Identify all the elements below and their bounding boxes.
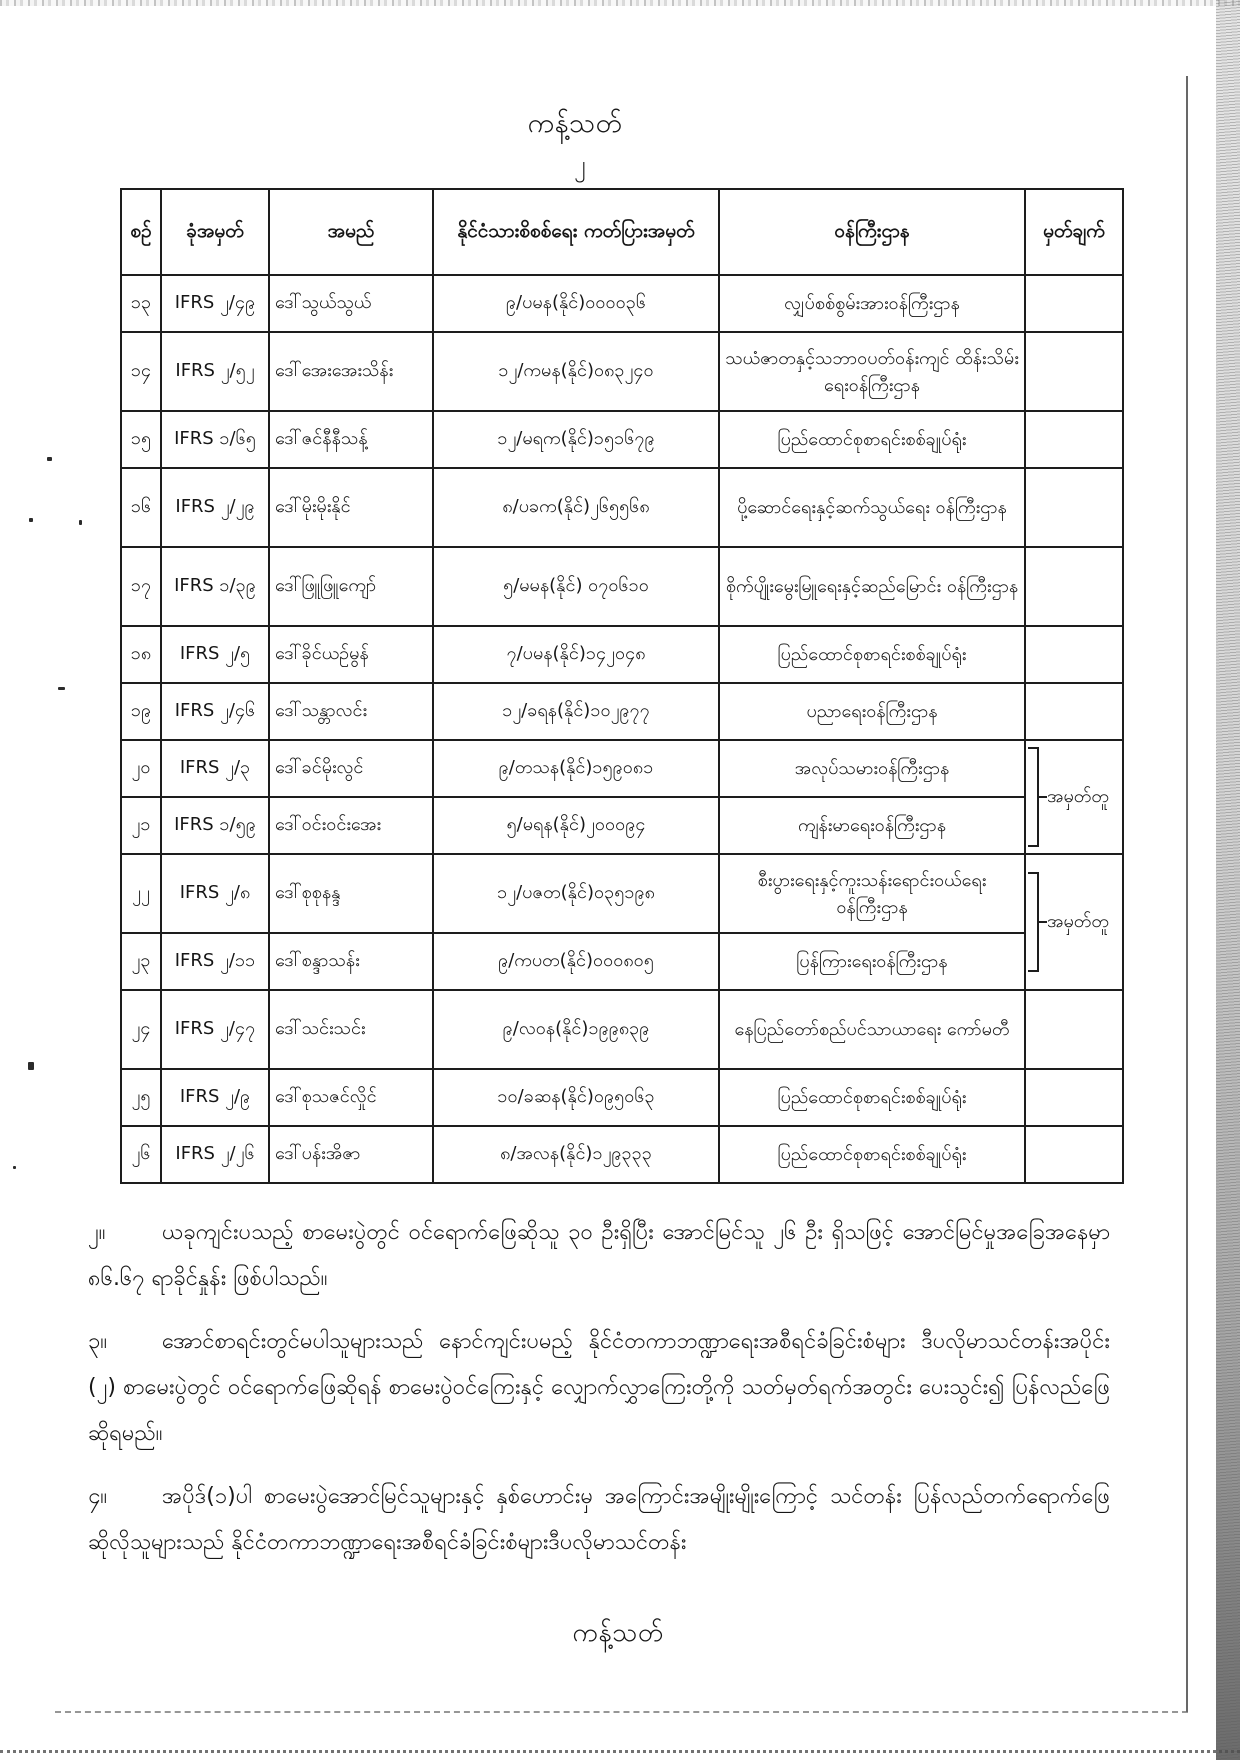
ministry-cell: ပြန်ကြားရေးဝန်ကြီးဌာန xyxy=(719,933,1025,990)
nrc-cell: ၉/ကပတ(နိုင်)၀၀၀၈၀၅ xyxy=(433,933,719,990)
table-row xyxy=(121,854,1123,933)
page-number: ၂ xyxy=(574,152,586,178)
scan-speck xyxy=(79,520,82,525)
pair-dash xyxy=(1039,796,1047,798)
table-row xyxy=(121,1126,1123,1183)
remark-cell xyxy=(1025,1126,1123,1183)
pair-bracket-icon xyxy=(1028,872,1039,972)
exam-results-table xyxy=(120,188,1124,1184)
ministry-cell: ပို့ဆောင်ရေးနှင့်ဆက်သွယ်ရေး ဝန်ကြီးဌာန xyxy=(719,468,1025,547)
remark-cell xyxy=(1025,547,1123,626)
table-row xyxy=(121,797,1123,854)
paragraph-text: ယခုကျင်းပသည့် စာမေးပွဲတွင် ဝင်ရောက်ဖြေဆိုသူ ၃၀ ဦးရှိပြီး အောင်မြင်သူ ၂၆ ဦး ရှိသဖြင့် အောင်မြင်မှုအခြေအနေမှာ ၈၆.၆၇ ရာခိုင်နှုန်း ဖြစ်ပါသည်။ xyxy=(88,1220,1110,1291)
remark-cell xyxy=(1025,854,1123,990)
scan-edge-right xyxy=(1216,0,1240,1760)
scan-speck xyxy=(58,687,65,690)
remark-cell xyxy=(1025,332,1123,411)
nrc-cell: ၁၂/ပဇတ(နိုင်)၀၃၅၁၉၈ xyxy=(433,854,719,933)
nrc-cell: ၉/ပမန(နိုင်)၀၀၀၀၃၆ xyxy=(433,275,719,332)
name-cell: ဒေါ်ဝင်းဝင်းအေး xyxy=(269,797,433,854)
name-cell: ဒေါ်စန္ဒာသန်း xyxy=(269,933,433,990)
serial-cell: ၂၆ xyxy=(121,1126,161,1183)
scan-speck xyxy=(29,518,33,522)
paragraph-text: အပိုဒ်(၁)ပါ စာမေးပွဲအောင်မြင်သူများနှင့် နှစ်ဟောင်းမှ အကြောင်းအမျိုးမျိုးကြောင့် သင်တန်း ပြန်လည်တက်ရောက်ဖြေဆိုလိုသူများသည် နိုင်ငံတကာဘဏ္ဍာရေးအစီရင်ခံခြင်းစံများဒီပလိုမာသင်တန်း xyxy=(88,1484,1110,1555)
roll-cell: IFRS ၂/၅ xyxy=(161,626,269,683)
ministry-cell: နေပြည်တော်စည်ပင်သာယာရေး ကော်မတီ xyxy=(719,990,1025,1069)
roll-cell: IFRS ၂/၃ xyxy=(161,740,269,797)
remark-cell xyxy=(1025,468,1123,547)
serial-cell: ၂၁ xyxy=(121,797,161,854)
pair-remark-label: အမှတ်တူ xyxy=(1047,910,1109,932)
paragraph-3 xyxy=(88,1319,1110,1457)
name-cell: ဒေါ်စုစုနန္ဒ xyxy=(269,854,433,933)
table-row xyxy=(121,468,1123,547)
name-cell: ဒေါ်မိုးမိုးနိုင် xyxy=(269,468,433,547)
serial-cell: ၁၇ xyxy=(121,547,161,626)
col-header-nrc: နိုင်ငံသားစိစစ်ရေး ကတ်ပြားအမှတ် xyxy=(433,189,719,275)
name-cell: ဒေါ်ပန်းအိဇာ xyxy=(269,1126,433,1183)
nrc-cell: ၈/အလန(နိုင်)၁၂၉၃၃၃ xyxy=(433,1126,719,1183)
name-cell: ဒေါ်သွယ်သွယ် xyxy=(269,275,433,332)
remark-cell xyxy=(1025,1069,1123,1126)
scan-speck xyxy=(13,1166,16,1169)
roll-cell: IFRS ၂/၂၉ xyxy=(161,468,269,547)
ministry-cell: ပြည်ထောင်စုစာရင်းစစ်ချုပ်ရုံး xyxy=(719,411,1025,468)
scan-speck xyxy=(47,457,52,461)
serial-cell: ၂၃ xyxy=(121,933,161,990)
remark-cell xyxy=(1025,626,1123,683)
roll-cell: IFRS ၂/၄၉ xyxy=(161,275,269,332)
ministry-cell: သယံဇာတနှင့်သဘာဝပတ်ဝန်းကျင် ထိန်းသိမ်းရေးဝန်ကြီးဌာန xyxy=(719,332,1025,411)
nrc-cell: ၁၂/ကမန(နိုင်)၀၈၃၂၄၀ xyxy=(433,332,719,411)
table-row xyxy=(121,411,1123,468)
table-row xyxy=(121,626,1123,683)
scan-crease-vertical xyxy=(1186,76,1188,1712)
paragraph-number: ၃။ xyxy=(88,1329,108,1354)
name-cell: ဒေါ်ခိုင်ယဉ်မွန် xyxy=(269,626,433,683)
nrc-cell: ၉/တသန(နိုင်)၁၅၉၀၈၁ xyxy=(433,740,719,797)
paragraph-4 xyxy=(88,1474,1110,1566)
serial-cell: ၁၅ xyxy=(121,411,161,468)
name-cell: ဒေါ်သန္တာလင်း xyxy=(269,683,433,740)
table-header-row xyxy=(121,189,1123,275)
ministry-cell: လျှပ်စစ်စွမ်းအားဝန်ကြီးဌာန xyxy=(719,275,1025,332)
nrc-cell: ၁၂/ခရန(နိုင်)၁၀၂၉၇၇ xyxy=(433,683,719,740)
name-cell: ဒေါ်အေးအေးသိန်း xyxy=(269,332,433,411)
table-row xyxy=(121,547,1123,626)
serial-cell: ၂၅ xyxy=(121,1069,161,1126)
roll-cell: IFRS ၂/၁၁ xyxy=(161,933,269,990)
serial-cell: ၁၃ xyxy=(121,275,161,332)
paragraph-text: အောင်စာရင်းတွင်မပါသူများသည် နောင်ကျင်းပမည့် နိုင်ငံတကာဘဏ္ဍာရေးအစီရင်ခံခြင်းစံများ ဒီပလိုမာသင်တန်းအပိုင်း (၂) စာမေးပွဲတွင် ဝင်ရောက်ဖြေဆိုရန် စာမေးပွဲဝင်ကြေးနှင့် လျှောက်လွှာကြေးတို့ကို သတ်မှတ်ရက်အတွင်း ပေးသွင်း၍ ပြန်လည်ဖြေဆိုရမည်။ xyxy=(88,1329,1110,1446)
ministry-cell: ကျန်းမာရေးဝန်ကြီးဌာန xyxy=(719,797,1025,854)
nrc-cell: ၁၀/ခဆန(နိုင်)၀၉၅၀၆၃ xyxy=(433,1069,719,1126)
remark-cell xyxy=(1025,990,1123,1069)
serial-cell: ၂၄ xyxy=(121,990,161,1069)
col-header-name: အမည် xyxy=(269,189,433,275)
classification-header: ကန့်သတ် xyxy=(527,108,623,139)
name-cell: ဒေါ်သင်းသင်း xyxy=(269,990,433,1069)
same-marks-note xyxy=(1028,747,1120,847)
ministry-cell: ပြည်ထောင်စုစာရင်းစစ်ချုပ်ရုံး xyxy=(719,626,1025,683)
table-row xyxy=(121,1069,1123,1126)
roll-cell: IFRS ၁/၃၉ xyxy=(161,547,269,626)
name-cell: ဒေါ်ခင်မိုးလွင် xyxy=(269,740,433,797)
nrc-cell: ၅/မရန(နိုင်)၂၀၀၀၉၄ xyxy=(433,797,719,854)
roll-cell: IFRS ၂/၈ xyxy=(161,854,269,933)
ministry-cell: စိုက်ပျိုးမွေးမြူရေးနှင့်ဆည်မြောင်း ဝန်ကြီးဌာန xyxy=(719,547,1025,626)
nrc-cell: ၉/လဝန(နိုင်)၁၉၉၈၃၉ xyxy=(433,990,719,1069)
nrc-cell: ၇/ပမန(နိုင်)၁၄၂၀၄၈ xyxy=(433,626,719,683)
ministry-cell: ပြည်ထောင်စုစာရင်းစစ်ချုပ်ရုံး xyxy=(719,1069,1025,1126)
table-row xyxy=(121,740,1123,797)
same-marks-note xyxy=(1028,872,1120,972)
scan-crease-horizontal xyxy=(55,1711,1188,1713)
body-text xyxy=(88,1210,1110,1583)
serial-cell: ၁၆ xyxy=(121,468,161,547)
roll-cell: IFRS ၂/၉ xyxy=(161,1069,269,1126)
serial-cell: ၁၉ xyxy=(121,683,161,740)
roll-cell: IFRS ၂/၅၂ xyxy=(161,332,269,411)
serial-cell: ၂၂ xyxy=(121,854,161,933)
scan-speck xyxy=(28,1062,34,1070)
scan-edge-bottom xyxy=(0,1750,1240,1753)
roll-cell: IFRS ၁/၆၅ xyxy=(161,411,269,468)
ministry-cell: ပညာရေးဝန်ကြီးဌာန xyxy=(719,683,1025,740)
nrc-cell: ၈/ပခက(နိုင်)၂၆၅၅၆၈ xyxy=(433,468,719,547)
serial-cell: ၁၄ xyxy=(121,332,161,411)
roll-cell: IFRS ၂/၄၇ xyxy=(161,990,269,1069)
col-header-remark: မှတ်ချက် xyxy=(1025,189,1123,275)
roll-cell: IFRS ၂/၂၆ xyxy=(161,1126,269,1183)
name-cell: ဒေါ်စုသဇင်လှိုင် xyxy=(269,1069,433,1126)
paragraph-2 xyxy=(88,1210,1110,1302)
pair-remark-label: အမှတ်တူ xyxy=(1047,785,1109,807)
table-row xyxy=(121,275,1123,332)
name-cell: ဒေါ်ဖြူဖြူကျော် xyxy=(269,547,433,626)
roll-cell: IFRS ၂/၄၆ xyxy=(161,683,269,740)
table-row xyxy=(121,332,1123,411)
serial-cell: ၁၈ xyxy=(121,626,161,683)
remark-cell xyxy=(1025,683,1123,740)
pair-dash xyxy=(1039,921,1047,923)
scan-edge-top xyxy=(0,0,1240,6)
col-header-roll: ခုံအမှတ် xyxy=(161,189,269,275)
nrc-cell: ၁၂/မရက(နိုင်)၁၅၁၆၇၉ xyxy=(433,411,719,468)
classification-footer: ကန့်သတ် xyxy=(572,1618,664,1648)
name-cell: ဒေါ်ဇင်နီနီသန့် xyxy=(269,411,433,468)
paragraph-number: ၂။ xyxy=(88,1220,106,1245)
paragraph-number: ၄။ xyxy=(88,1484,108,1509)
remark-cell xyxy=(1025,740,1123,854)
remark-cell xyxy=(1025,411,1123,468)
pair-bracket-icon xyxy=(1028,747,1039,847)
serial-cell: ၂၀ xyxy=(121,740,161,797)
col-header-serial: စဉ် xyxy=(121,189,161,275)
ministry-cell: ပြည်ထောင်စုစာရင်းစစ်ချုပ်ရုံး xyxy=(719,1126,1025,1183)
table-row xyxy=(121,683,1123,740)
ministry-cell: အလုပ်သမားဝန်ကြီးဌာန xyxy=(719,740,1025,797)
table-row xyxy=(121,990,1123,1069)
nrc-cell: ၅/မမန(နိုင်) ၀၇၀၆၁၀ xyxy=(433,547,719,626)
roll-cell: IFRS ၁/၅၉ xyxy=(161,797,269,854)
col-header-ministry: ဝန်ကြီးဌာန xyxy=(719,189,1025,275)
ministry-cell: စီးပွားရေးနှင့်ကူးသန်းရောင်းဝယ်ရေး ဝန်ကြီးဌာန xyxy=(719,854,1025,933)
table-row xyxy=(121,933,1123,990)
remark-cell xyxy=(1025,275,1123,332)
